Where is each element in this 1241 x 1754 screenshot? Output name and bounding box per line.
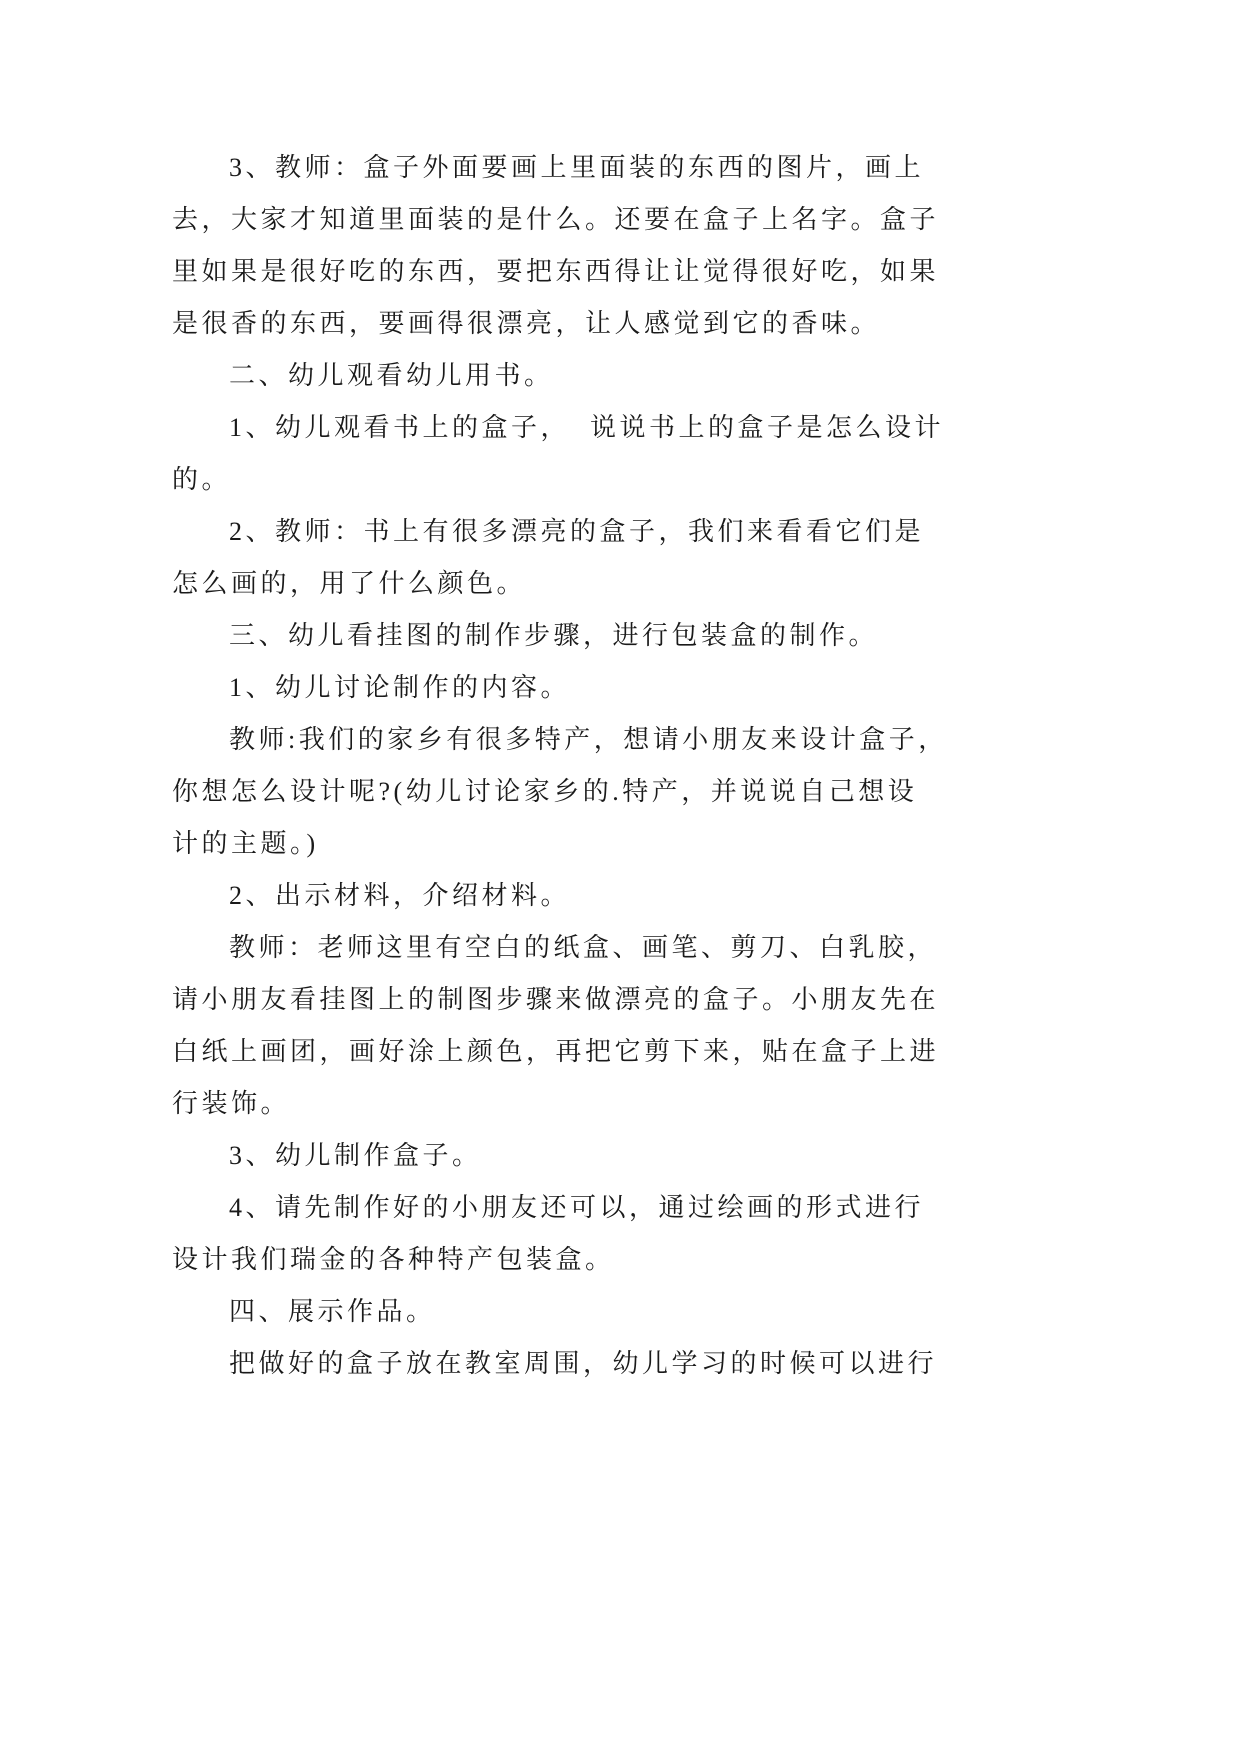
text-line: 2、教师：书上有很多漂亮的盒子，我们来看看它们是	[229, 517, 925, 546]
text-line: 行装饰。	[172, 1089, 291, 1118]
text-line: 设计我们瑞金的各种特产包装盒。	[172, 1245, 615, 1274]
text-line: 4、请先制作好的小朋友还可以，通过绘画的形式进行	[229, 1193, 925, 1222]
text-line: 去，大家才知道里面装的是什么。还要在盒子上名字。盒子	[172, 205, 940, 234]
text-line: 请小朋友看挂图上的制图步骤来做漂亮的盒子。小朋友先在	[172, 985, 940, 1014]
text-line: 怎么画的，用了什么颜色。	[172, 569, 527, 598]
text-line: 1、幼儿观看书上的盒子， 说说书上的盒子是怎么设计	[229, 413, 945, 442]
paragraph	[172, 662, 972, 714]
document-body	[172, 142, 972, 1390]
paragraph	[172, 1286, 972, 1338]
paragraph	[172, 714, 972, 870]
text-line: 教师:我们的家乡有很多特产，想请小朋友来设计盒子，	[229, 725, 948, 754]
text-line: 3、幼儿制作盒子。	[229, 1141, 482, 1170]
paragraph	[172, 870, 972, 922]
text-line: 白纸上画团，画好涂上颜色，再把它剪下来，贴在盒子上进	[172, 1037, 940, 1066]
text-line: 1、幼儿讨论制作的内容。	[229, 673, 571, 702]
text-line: 教师：老师这里有空白的纸盒、画笔、剪刀、白乳胶，	[229, 933, 938, 962]
paragraph	[172, 610, 972, 662]
paragraph	[172, 1130, 972, 1182]
paragraph	[172, 402, 972, 506]
text-line: 是很香的东西，要画得很漂亮，让人感觉到它的香味。	[172, 309, 881, 338]
text-line: 的。	[172, 465, 232, 494]
paragraph	[172, 1338, 972, 1390]
text-line: 二、幼儿观看幼儿用书。	[229, 361, 554, 390]
paragraph	[172, 1182, 972, 1286]
paragraph	[172, 922, 972, 1130]
text-line: 把做好的盒子放在教室周围，幼儿学习的时候可以进行	[229, 1349, 938, 1378]
text-line: 计的主题。)	[172, 829, 319, 858]
text-line: 四、展示作品。	[229, 1297, 436, 1326]
text-line: 你想怎么设计呢?(幼儿讨论家乡的.特产，并说说自己想设	[172, 777, 918, 806]
text-line: 三、幼儿看挂图的制作步骤，进行包装盒的制作。	[229, 621, 879, 650]
paragraph	[172, 350, 972, 402]
text-line: 里如果是很好吃的东西，要把东西得让让觉得很好吃，如果	[172, 257, 940, 286]
paragraph	[172, 142, 972, 350]
paragraph	[172, 506, 972, 610]
text-line: 3、教师：盒子外面要画上里面装的东西的图片，画上	[229, 153, 925, 182]
text-line: 2、出示材料，介绍材料。	[229, 881, 571, 910]
